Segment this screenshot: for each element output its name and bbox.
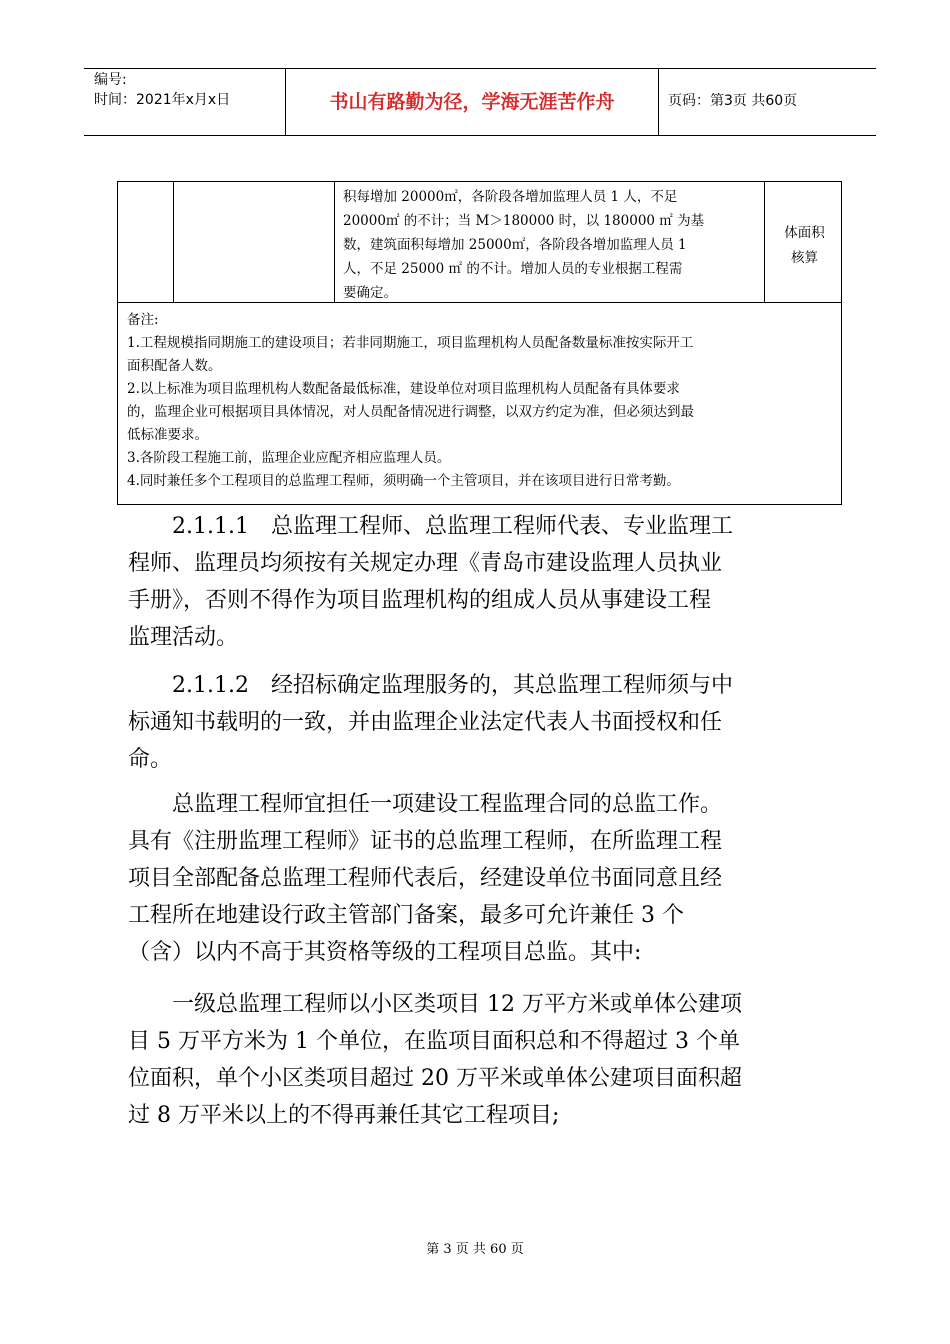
paragraph-2-1-1-2 — [128, 667, 840, 778]
notes-line: 4.同时兼任多个工程项目的总监理工程师，须明确一个主管项目，并在该项目进行日常考勤。 — [127, 473, 680, 489]
staffing-rule-line: 要确定。 — [343, 285, 397, 301]
table-top-border — [117, 181, 842, 182]
page-footer: 第 3 页 共 60 页 — [426, 1242, 524, 1257]
paragraph-line: 标通知书载明的一致，并由监理企业法定代表人书面授权和任 — [128, 710, 723, 735]
paragraph-line: 一级总监理工程师以小区类项目 12 万平方米或单体公建项 — [128, 992, 742, 1017]
notes-cell — [127, 309, 839, 493]
header-motto: 书山有路勤为径，学海无涯苦作舟 — [329, 91, 615, 113]
staffing-table — [117, 181, 842, 505]
paragraph-line: 程师、监理员均须按有关规定办理《青岛市建设监理人员执业 — [128, 551, 723, 576]
staffing-rule-line: 积每增加 20000㎡，各阶段各增加监理人员 1 人，不足 — [343, 189, 678, 205]
staffing-rule-line: 人，不足 25000 ㎡ 的不计。增加人员的专业根据工程需 — [343, 261, 683, 277]
paragraph-line: 总监理工程师宜担任一项建设工程监理合同的总监工作。 — [128, 792, 723, 817]
paragraph-line: 目 5 万平方米为 1 个单位，在监项目面积总和不得超过 3 个单 — [128, 1029, 740, 1054]
table-col-divider-1 — [173, 181, 174, 302]
paragraph-line: 手册》，否则不得作为项目监理机构的组成人员从事建设工程 — [128, 588, 712, 613]
paragraph-2-1-1-1 — [128, 508, 840, 656]
notes-line: 面积配备人数。 — [127, 358, 222, 374]
paragraph-line: 工程所在地建设行政主管部门备案，最多可允许兼任 3 个 — [128, 903, 684, 928]
notes-line: 低标准要求。 — [127, 427, 208, 443]
paragraph-line: 位面积，单个小区类项目超过 20 万平米或单体公建项目面积超 — [128, 1066, 742, 1091]
notes-line: 备注: — [127, 312, 159, 328]
basis-line: 体面积 — [784, 225, 825, 241]
paragraph-first-class-engineer — [128, 986, 840, 1134]
header-page-label: 页码：第3页 共60页 — [668, 93, 798, 109]
paragraph-line: （含）以内不高于其资格等级的工程项目总监。其中: — [128, 940, 642, 965]
header-top-rule — [84, 68, 876, 69]
notes-line: 1.工程规模指同期施工的建设项目；若非同期施工，项目监理机构人员配备数量标准按实际开工 — [127, 335, 694, 351]
paragraph-line: 具有《注册监理工程师》证书的总监理工程师，在所监理工程 — [128, 829, 723, 854]
staffing-rule-line: 20000㎡ 的不计；当 M＞180000 时，以 180000 ㎡ 为基 — [343, 213, 705, 229]
table-left-border — [117, 181, 118, 505]
staffing-rule-cell — [343, 185, 769, 305]
table-col-divider-2 — [334, 181, 335, 302]
paragraph-chief-engineer — [128, 786, 840, 971]
paragraph-line: 过 8 万平米以上的不得再兼任其它工程项目; — [128, 1103, 560, 1128]
basis-cell — [767, 221, 842, 271]
paragraph-line: 2.1.1.2 经招标确定监理服务的，其总监理工程师须与中 — [128, 673, 733, 698]
header-bottom-rule — [84, 135, 876, 136]
paragraph-line: 命。 — [128, 747, 173, 772]
notes-line: 2.以上标准为项目监理机构人数配备最低标准，建设单位对项目监理机构人员配备有具体要求 — [127, 381, 680, 397]
notes-line: 3.各阶段工程施工前，监理企业应配齐相应监理人员。 — [127, 450, 451, 466]
paragraph-line: 2.1.1.1 总监理工程师、总监理工程师代表、专业监理工 — [128, 514, 733, 539]
paragraph-line: 项目全部配备总监理工程师代表后，经建设单位书面同意且经 — [128, 866, 723, 891]
paragraph-line: 监理活动。 — [128, 625, 239, 650]
header-number-label: 编号: — [94, 72, 127, 88]
notes-line: 的，监理企业可根据项目具体情况，对人员配备情况进行调整，以双方约定为准，但必须达到最 — [127, 404, 694, 420]
basis-line: 核算 — [791, 250, 818, 266]
header-time-label: 时间：2021年x月x日 — [94, 92, 231, 108]
staffing-rule-line: 数，建筑面积每增加 25000㎡，各阶段各增加监理人员 1 — [343, 237, 687, 253]
table-bottom-border — [117, 504, 842, 505]
